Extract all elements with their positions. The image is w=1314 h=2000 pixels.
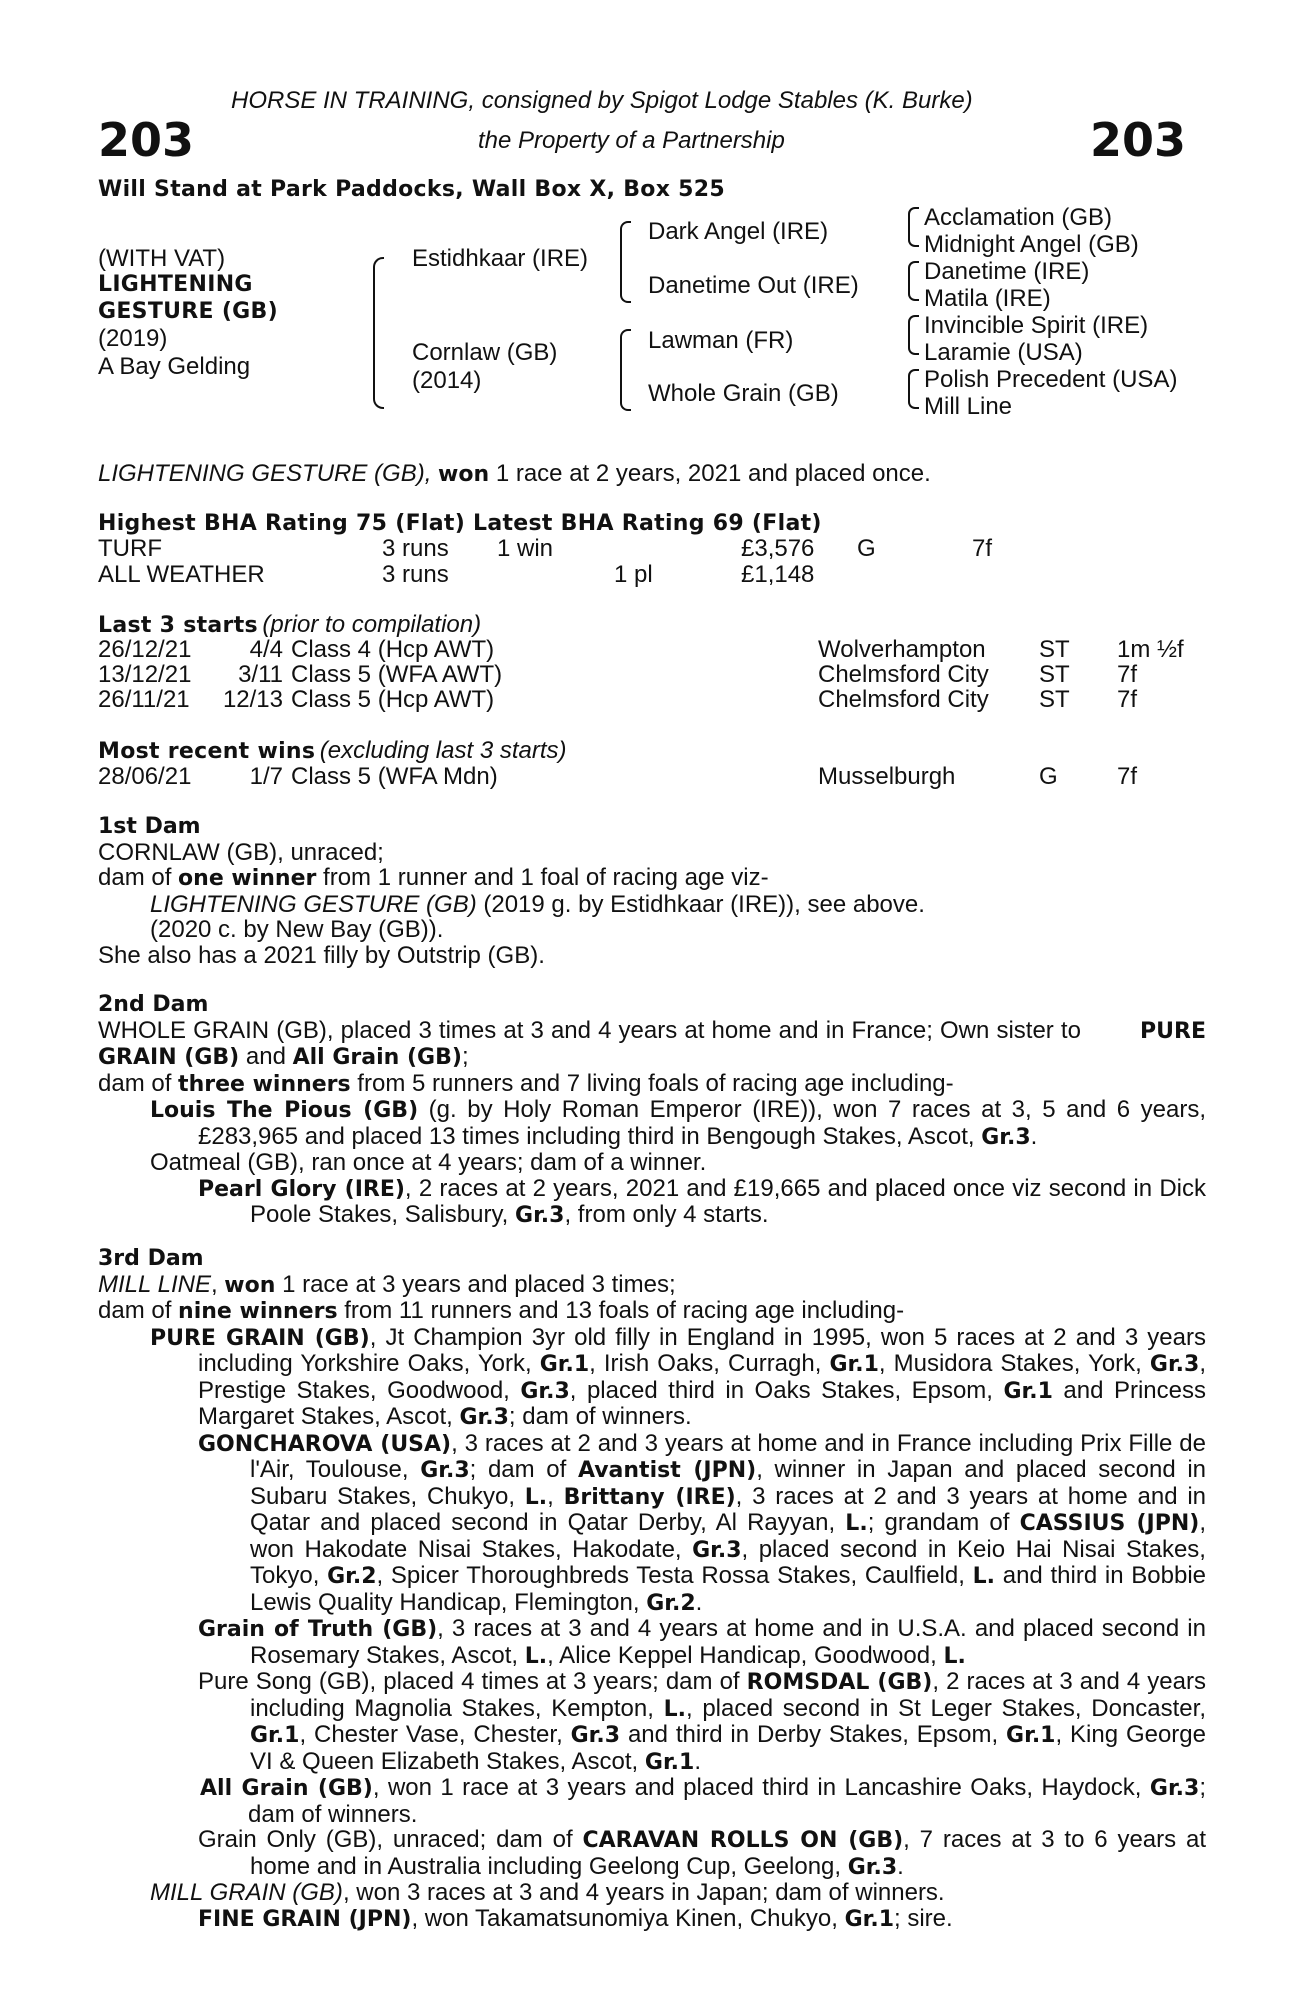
dam-dam: Whole Grain (GB) <box>648 380 839 407</box>
bold-run: Gr.3 <box>570 1723 621 1748</box>
third-dam-foal <box>98 1325 1206 1431</box>
start-date: 26/12/21 <box>98 636 192 663</box>
text-run: , 2 races at 3 and 4 years including Magnolia Stakes, Kempton, <box>250 1668 1206 1722</box>
start-course: Chelmsford City <box>818 661 989 688</box>
text-run: , Irish Oaks, Curragh, <box>589 1350 830 1377</box>
start-position: 4/4 <box>249 636 283 663</box>
bold-run: Brittany (IRE) <box>563 1484 736 1510</box>
text-run: from 5 runners and 7 living foals of racing age including- <box>350 1069 954 1097</box>
pedigree-brace-g1 <box>908 207 919 247</box>
start-position: 12/13 <box>222 686 283 713</box>
third-dam-section <box>98 1246 1206 1932</box>
bold-run: L. <box>943 1643 966 1669</box>
sire-dam: Danetime Out (IRE) <box>648 272 859 299</box>
bold-run: Louis The Pious (GB) <box>150 1098 419 1123</box>
granddam-3: Laramie (USA) <box>924 339 1083 366</box>
text-run: , won 3 races at 3 and 4 years in Japan; dam of winners. <box>342 1879 945 1906</box>
rating-wins: 1 win <box>497 535 554 562</box>
text-run: , 2 races at 2 years, 2021 and £19,665 and placed once viz second in Dick Poole Stakes, Salisbury, <box>250 1174 1206 1228</box>
bold-run: Gr.3 <box>515 1203 565 1228</box>
third-dam-grandfoal <box>98 1616 1206 1669</box>
text-run: , placed third in Oaks Stakes, Epsom, <box>569 1376 1004 1404</box>
text-run: WHOLE GRAIN (GB), placed 3 times at 3 and 4 years at home and in France; Own sister to <box>98 1016 1089 1044</box>
third-dam-grandfoal <box>98 1827 1206 1880</box>
dam-sire: Lawman (FR) <box>648 327 794 354</box>
rating-surface: TURF <box>98 535 162 562</box>
bold-run: Pearl Glory (IRE) <box>198 1176 405 1202</box>
recent-wins-heading <box>98 738 567 764</box>
text-run: ; dam of winners. <box>248 1774 1206 1828</box>
text-run: , <box>210 1270 225 1298</box>
text-run: . <box>694 1747 701 1775</box>
third-dam-heading: 3rd Dam <box>98 1246 204 1271</box>
start-date: 13/12/21 <box>98 661 192 688</box>
text-run: dam of <box>98 1069 179 1097</box>
lot-number-left: 203 <box>98 113 195 167</box>
text-run: (2019 g. by Estidhkaar (IRE)), see above. <box>476 890 925 918</box>
win-course: Musselburgh <box>818 763 956 790</box>
granddam-4: Mill Line <box>924 393 1013 420</box>
bold-run: Gr.2 <box>327 1564 377 1589</box>
rating-runs: 3 runs <box>382 535 449 562</box>
third-dam-line <box>98 1272 1206 1299</box>
start-going: ST <box>1039 636 1070 663</box>
pedigree-brace-g2 <box>908 261 919 301</box>
text-run: , 3 races at 2 and 3 years at home and in Qatar and placed second in Qatar Derby, Al Rayyan, <box>250 1482 1207 1536</box>
text-run: and <box>239 1043 293 1070</box>
vat-note: (WITH VAT) <box>98 245 226 272</box>
start-going: ST <box>1039 661 1070 688</box>
start-distance: 1m ½f <box>1117 636 1184 663</box>
start-distance: 7f <box>1117 661 1138 688</box>
win-going: G <box>1039 763 1058 790</box>
text-run: ; dam of winners. <box>508 1403 692 1430</box>
text-run: , Chester Vase, Chester, <box>299 1721 571 1748</box>
bold-run: Gr.1 <box>644 1749 695 1775</box>
start-class: Class 5 (Hcp AWT) <box>291 686 495 713</box>
text-run: , won 1 race at 3 years and placed third in Lancashire Oaks, Haydock, <box>372 1774 1150 1801</box>
text-run: , Prestige Stakes, Goodwood, <box>198 1350 1206 1404</box>
text-run: Pure Song (GB), placed 4 times at 3 years; dam of <box>198 1668 747 1695</box>
bold-run: nine winners <box>178 1299 338 1324</box>
bold-run: GONCHAROVA (USA) <box>198 1431 452 1457</box>
text-run: , won Hakodate Nisai Stakes, Hakodate, <box>250 1509 1206 1563</box>
text-run: , 3 races at 2 and 3 years at home and in France including Prix Fille de l'Air, Toulouse, <box>250 1429 1206 1483</box>
text-run: . <box>695 1588 703 1616</box>
text-run: , from only 4 starts. <box>564 1201 769 1228</box>
grandsire-4: Polish Precedent (USA) <box>924 366 1178 393</box>
win-date: 28/06/21 <box>98 763 192 790</box>
sire: Estidhkaar (IRE) <box>412 245 589 272</box>
second-dam-foal <box>98 1097 1206 1150</box>
second-dam-section <box>98 992 1206 1229</box>
bold-run: L. <box>845 1511 868 1536</box>
first-dam-line: CORNLAW (GB), unraced; <box>98 838 384 866</box>
recent-wins-note: (excluding last 3 starts) <box>319 737 567 764</box>
sire-sire: Dark Angel (IRE) <box>648 218 829 245</box>
dam-year: (2014) <box>412 367 482 394</box>
bold-run: Gr.1 <box>1006 1723 1056 1748</box>
third-dam-foal <box>98 1775 1206 1827</box>
rating-prize: £3,576 <box>741 535 815 562</box>
bold-run: Avantist (JPN) <box>577 1458 757 1483</box>
bold-run: Gr.1 <box>829 1352 879 1377</box>
text-run: from 11 runners and 13 foals of racing age including- <box>337 1297 905 1324</box>
first-dam-note: She also has a 2021 filly by Outstrip (GB). <box>98 941 545 969</box>
first-dam-heading: 1st Dam <box>98 814 201 839</box>
grandsire-2: Danetime (IRE) <box>924 258 1090 285</box>
start-course: Chelmsford City <box>818 686 989 713</box>
text-run: . <box>897 1852 904 1880</box>
text-run: dam of <box>98 1297 179 1324</box>
bold-run: Gr.3 <box>420 1458 470 1483</box>
recent-wins-title: Most recent wins <box>98 739 316 764</box>
text-run: and Princess Margaret Stakes, Ascot, <box>198 1376 1206 1430</box>
text-run: , placed second in St Leger Stakes, Doncaster, <box>685 1694 1206 1722</box>
text-run: from 1 runner and 1 foal of racing age viz- <box>316 864 769 891</box>
win-position: 1/7 <box>249 763 283 790</box>
summary-rest: 1 race at 2 years, 2021 and placed once. <box>489 460 931 487</box>
bold-run: three winners <box>178 1071 351 1097</box>
start-position: 3/11 <box>238 661 283 688</box>
bold-run: Gr.3 <box>847 1854 898 1880</box>
bold-run: L. <box>524 1643 548 1669</box>
text-run: . <box>1030 1122 1038 1150</box>
pedigree-brace-main <box>373 257 384 409</box>
summary-won: won <box>438 462 490 487</box>
first-dam-foal: (2020 c. by New Bay (GB)). <box>150 916 444 943</box>
last-starts-note: (prior to compilation) <box>262 611 482 638</box>
text-run: , winner in Japan and placed second in Subaru Stakes, Chukyo, <box>250 1456 1207 1510</box>
win-distance: 7f <box>1117 763 1138 790</box>
bold-run: Gr.3 <box>1149 1776 1200 1801</box>
third-dam-grandfoal <box>98 1906 1206 1933</box>
text-run: , Spicer Thoroughbreds Testa Rossa Stakes, Caulfield, <box>376 1562 973 1589</box>
second-dam-foal: Oatmeal (GB), ran once at 4 years; dam of a winner. <box>150 1149 707 1176</box>
text-run: , Jt Champion 3yr old filly in England in 1995, won 5 races at 2 and 3 years including Yorkshire Oaks, York, <box>198 1323 1206 1377</box>
rating-prize: £1,148 <box>741 561 815 588</box>
pedigree-brace-dam <box>620 329 631 411</box>
bold-run: Gr.3 <box>1149 1352 1200 1377</box>
bold-run: All Grain (GB) <box>200 1776 373 1801</box>
second-dam-heading: 2nd Dam <box>98 992 209 1017</box>
text-run: ; dam of <box>469 1456 578 1483</box>
granddam-1: Midnight Angel (GB) <box>924 231 1139 258</box>
text-run: and third in Bobbie Lewis Quality Handicap, Flemington, <box>250 1562 1206 1616</box>
summary-name: LIGHTENING GESTURE (GB), <box>98 460 432 487</box>
text-run: 1 race at 3 years and placed 3 times; <box>275 1270 676 1298</box>
text-run: , won Takamatsunomiya Kinen, Chukyo, <box>411 1904 845 1932</box>
bold-run: CASSIUS (JPN) <box>1019 1511 1200 1536</box>
third-dam-grandfoal <box>98 1669 1206 1775</box>
grandsire-3: Invincible Spirit (IRE) <box>924 312 1149 339</box>
start-distance: 7f <box>1117 686 1138 713</box>
bold-run: Grain of Truth (GB) <box>198 1617 438 1642</box>
second-dam-grandfoal <box>98 1176 1206 1229</box>
stand-location: Will Stand at Park Paddocks, Wall Box X, Box 525 <box>98 177 725 202</box>
bold-run: Gr.1 <box>539 1352 590 1377</box>
bold-run: Gr.3 <box>520 1378 570 1404</box>
bold-run: PURE GRAIN (GB) <box>98 1018 1206 1070</box>
bold-run: one winner <box>178 866 317 891</box>
bold-run: FINE GRAIN (JPN) <box>198 1906 412 1932</box>
text-run: Grain Only (GB), unraced; dam of <box>198 1826 583 1853</box>
rating-heading: Highest BHA Rating 75 (Flat) Latest BHA Rating 69 (Flat) <box>98 511 822 536</box>
rating-distance: 7f <box>972 535 993 562</box>
dam: Cornlaw (GB) <box>412 339 558 366</box>
text-run: , King George VI & Queen Elizabeth Stakes, Ascot, <box>250 1721 1206 1775</box>
horse-name-line1: LIGHTENING <box>98 272 253 297</box>
italic-run: LIGHTENING GESTURE (GB) <box>150 890 477 918</box>
bold-run: Gr.1 <box>844 1906 894 1932</box>
text-run: ; <box>461 1043 469 1070</box>
text-run: (g. by Holy Roman Emperor (IRE)), won 7 races at 3, 5 and 6 years, £283,965 and placed 13 times including third in Bengough Stakes, Ascot, <box>198 1096 1206 1150</box>
text-run: and third in Derby Stakes, Epsom, <box>620 1721 1007 1748</box>
bold-run: L. <box>663 1696 686 1722</box>
lot-number-right: 203 <box>1090 113 1187 167</box>
second-dam-line <box>98 1018 1206 1071</box>
text-run: , 3 races at 3 and 4 years at home and in U.S.A. and placed second in Rosemary Stakes, Ascot, <box>250 1615 1206 1669</box>
last-starts-heading <box>98 612 481 638</box>
grandsire-1: Acclamation (GB) <box>924 204 1113 231</box>
italic-run: MILL LINE <box>98 1270 211 1298</box>
bold-run: ROMSDAL (GB) <box>746 1670 933 1695</box>
pedigree-brace-sire <box>620 221 631 303</box>
start-course: Wolverhampton <box>818 636 986 663</box>
text-run: ; sire. <box>894 1904 953 1932</box>
rating-surface: ALL WEATHER <box>98 561 265 588</box>
first-dam-produce <box>98 865 1206 892</box>
bold-run: won <box>224 1272 276 1298</box>
bold-run: Gr.1 <box>250 1723 300 1748</box>
bold-run: Gr.3 <box>692 1537 742 1563</box>
italic-run: MILL GRAIN (GB) <box>150 1879 343 1906</box>
bold-run: L. <box>524 1484 548 1510</box>
horse-year: (2019) <box>98 325 168 352</box>
text-run: dam of <box>98 864 179 891</box>
text-run: , Alice Keppel Handicap, Goodwood, <box>547 1641 944 1669</box>
bold-run: All Grain (GB) <box>292 1045 462 1070</box>
text-run: , placed second in Keio Hai Nisai Stakes, Tokyo, <box>250 1535 1206 1589</box>
horse-name-line2: GESTURE (GB) <box>98 299 278 324</box>
third-dam-foal <box>98 1880 1206 1906</box>
win-class: Class 5 (WFA Mdn) <box>291 763 498 790</box>
bold-run: CARAVAN ROLLS ON (GB) <box>582 1828 904 1853</box>
property-line: the Property of a Partnership <box>478 127 785 154</box>
text-run: , 7 races at 3 to 6 years at home and in Australia including Geelong Cup, Geelong, <box>250 1826 1206 1880</box>
bold-run: Gr.1 <box>1003 1378 1053 1404</box>
start-date: 26/11/21 <box>98 686 190 713</box>
third-dam-grandfoal <box>98 1431 1206 1617</box>
first-dam-foal <box>98 892 1206 918</box>
start-going: ST <box>1039 686 1070 713</box>
bold-run: L. <box>972 1564 995 1589</box>
bold-run: Gr.2 <box>646 1590 696 1616</box>
start-class: Class 5 (WFA AWT) <box>291 661 503 688</box>
text-run: , Musidora Stakes, York, <box>878 1350 1150 1377</box>
bold-run: Gr.3 <box>981 1124 1031 1150</box>
start-class: Class 4 (Hcp AWT) <box>291 636 495 663</box>
bold-run: Gr.3 <box>459 1405 509 1430</box>
rating-runs: 3 runs <box>382 561 449 588</box>
race-summary <box>98 461 931 487</box>
pedigree-brace-g3 <box>908 315 919 355</box>
second-dam-produce <box>98 1071 1206 1098</box>
rating-going: G <box>857 535 876 562</box>
pedigree-brace-g4 <box>908 369 919 409</box>
granddam-2: Matila (IRE) <box>924 285 1051 312</box>
rating-placed: 1 pl <box>614 561 653 588</box>
horse-description: A Bay Gelding <box>98 353 251 380</box>
first-dam-section <box>98 814 1206 968</box>
last-starts-title: Last 3 starts <box>98 613 258 638</box>
text-run: , <box>547 1482 564 1510</box>
bold-run: PURE GRAIN (GB) <box>150 1325 370 1351</box>
text-run: ; grandam of <box>867 1509 1020 1536</box>
consignor-line: HORSE IN TRAINING, consigned by Spigot Lodge Stables (K. Burke) <box>231 87 973 114</box>
third-dam-produce <box>98 1298 1206 1325</box>
